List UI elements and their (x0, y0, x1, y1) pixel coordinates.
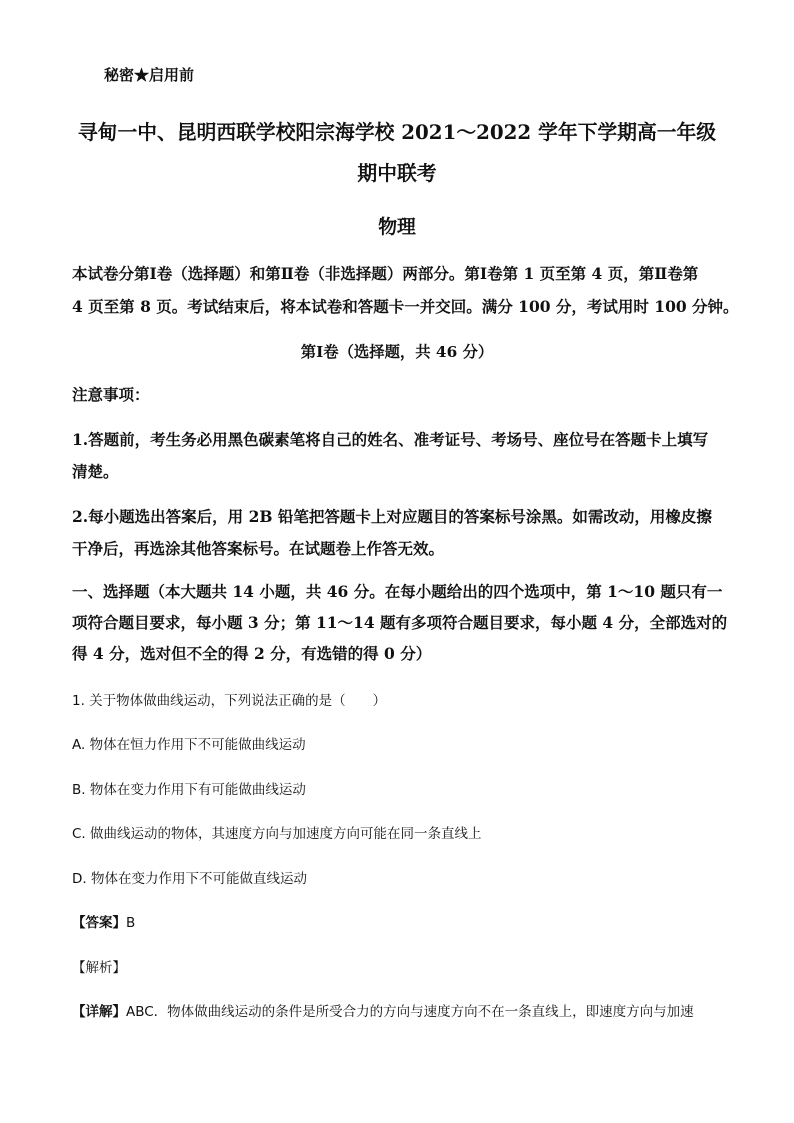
notice-item1-line1: 1.答题前，考生务必用黑色碳素笔将自己的姓名、准考证号、考场号、座位号在答题卡上填写 (72, 430, 709, 449)
answer-value: B (126, 915, 136, 931)
part1-instructions-line3: 得 4 分，选对但不全的得 2 分，有选错的得 0 分） (72, 644, 432, 663)
part1-instructions-line2: 项符合题目要求，每小题 3 分；第 11～14 题有多项符合题目要求，每小题 4 分，全部选对的 (72, 613, 728, 632)
confidential-label: 秘密★启用前 (104, 66, 195, 84)
notice-item2-line1: 2.每小题选出答案后，用 2B 铅笔把答题卡上对应题目的答案标号涂黑。如需改动，用橡皮擦 (72, 507, 712, 526)
exam-title-line2: 期中联考 (357, 161, 437, 185)
intro-line2: 4 页至第 8 页。考试结束后，将本试卷和答题卡一并交回。满分 100 分，考试用时 100 分钟。 (72, 297, 739, 316)
detail-row (72, 1000, 694, 1020)
intro-line1: 本试卷分第Ⅰ卷（选择题）和第Ⅱ卷（非选择题）两部分。第Ⅰ卷第 1 页至第 4 页，第Ⅱ卷第 (72, 264, 699, 283)
question1-option-a: A. 物体在恒力作用下不可能做曲线运动 (72, 737, 306, 753)
subject-title: 物理 (378, 216, 416, 238)
notice-item1-line2: 清楚。 (72, 462, 119, 481)
notice-title: 注意事项： (72, 385, 150, 404)
part1-instructions-line1: 一、选择题（本大题共 14 小题，共 46 分。在每小题给出的四个选项中，第 1～10 题只有一 (72, 582, 723, 601)
question1-option-b: B. 物体在变力作用下有可能做曲线运动 (72, 782, 306, 798)
answer-row (72, 911, 135, 931)
notice-item2-line2: 干净后，再选涂其他答案标号。在试题卷上作答无效。 (72, 539, 445, 558)
detail-text: ABC．物体做曲线运动的条件是所受合力的方向与速度方向不在一条直线上，即速度方向与加速 (126, 1004, 694, 1020)
question1-stem: 1. 关于物体做曲线运动，下列说法正确的是（ ） (72, 693, 387, 709)
analysis-tag: 【解析】 (72, 960, 126, 976)
answer-tag: 【答案】 (72, 915, 126, 931)
detail-tag: 【详解】 (72, 1004, 126, 1020)
question1-option-d: D. 物体在变力作用下不可能做直线运动 (72, 871, 307, 887)
exam-title-line1: 寻甸一中、昆明西联学校阳宗海学校 2021～2022 学年下学期高一年级 (77, 120, 717, 144)
question1-option-c: C. 做曲线运动的物体，其速度方向与加速度方向可能在同一条直线上 (72, 826, 482, 842)
section-heading: 第Ⅰ卷（选择题，共 46 分） (300, 343, 494, 361)
